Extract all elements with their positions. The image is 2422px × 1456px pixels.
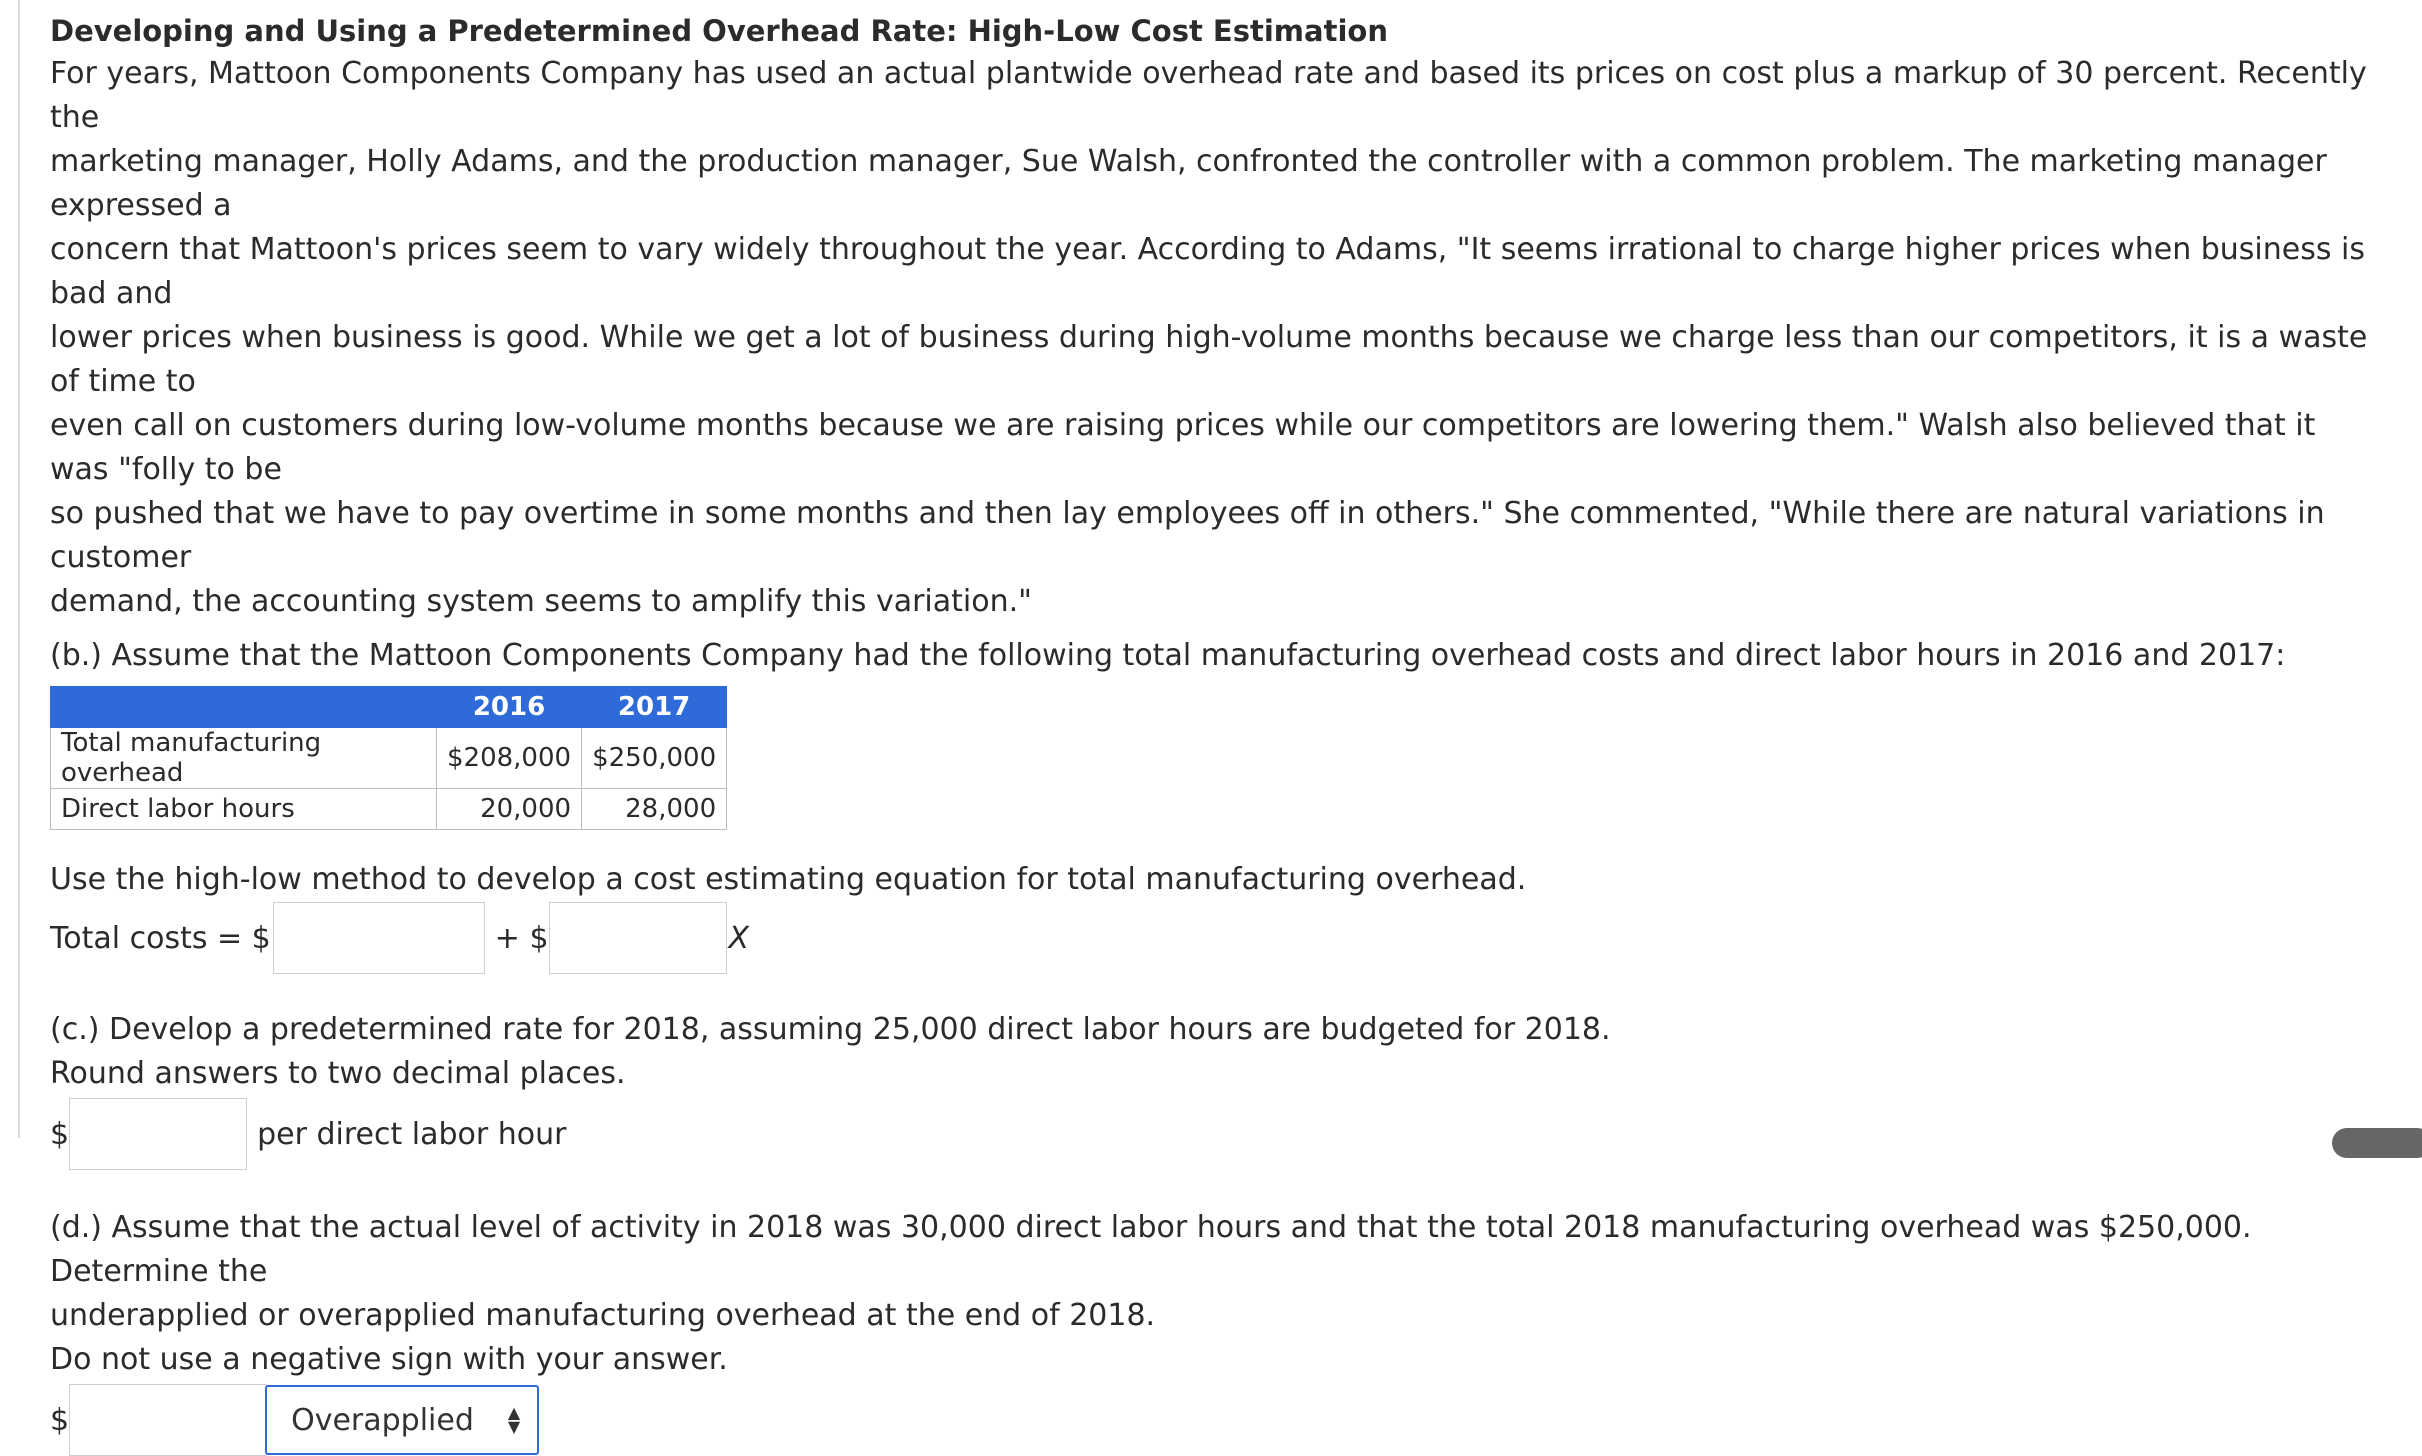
overhead-data-table	[50, 686, 727, 830]
part-d-line-1: (d.) Assume that the actual level of activity in 2018 was 30,000 direct labor hours and that the total 2018 manufacturing overhead was $250,000. Determine the	[50, 1210, 2252, 1289]
part-d-negative-note: Do not use a negative sign with your answer.	[50, 1342, 728, 1377]
intro-line: marketing manager, Holly Adams, and the production manager, Sue Walsh, confronted the controller with a common problem. The marketing manager expressed a	[50, 144, 2327, 223]
table-header-row	[51, 687, 727, 728]
variable-rate-input[interactable]	[549, 902, 727, 974]
part-c-round-note: Round answers to two decimal places.	[50, 1056, 626, 1091]
question-title: Developing and Using a Predetermined Overhead Rate: High-Low Cost Estimation	[50, 14, 1388, 48]
variance-answer-row	[50, 1384, 2370, 1456]
left-border	[18, 0, 20, 1138]
table-header-2016: 2016	[437, 687, 582, 728]
question-content	[50, 10, 2370, 1456]
intro-line: demand, the accounting system seems to amplify this variation."	[50, 584, 1032, 619]
cell-2016: 20,000	[437, 789, 582, 830]
cell-2017: $250,000	[582, 728, 727, 789]
rate-suffix: per direct labor hour	[257, 1116, 567, 1152]
cell-2017: 28,000	[582, 789, 727, 830]
table-header-blank	[51, 687, 437, 728]
part-c-text: (c.) Develop a predetermined rate for 2018, assuming 25,000 direct labor hours are budgeted for 2018.	[50, 1012, 1611, 1047]
intro-line: even call on customers during low-volume months because we are raising prices while our competitors are lowering them." Walsh also believed that it was "folly to be	[50, 408, 2316, 487]
row-label: Direct labor hours	[51, 789, 437, 830]
cell-2016: $208,000	[437, 728, 582, 789]
row-label: Total manufacturing overhead	[51, 728, 437, 789]
up-down-arrows-icon: ▲ ▼	[507, 1403, 521, 1436]
intro-line: concern that Mattoon's prices seem to vary widely throughout the year. According to Adams, "It seems irrational to charge higher prices when business is bad and	[50, 232, 2365, 311]
cost-equation-row	[50, 902, 2370, 974]
overapplied-select[interactable]	[265, 1385, 539, 1455]
intro-line: so pushed that we have to pay overtime in some months and then lay employees off in others." She commented, "While there are natural variations in customer	[50, 496, 2325, 575]
rate-answer-row	[50, 1098, 2370, 1170]
intro-line: lower prices when business is good. While we get a lot of business during high-volume months because we charge less than our competitors, it is a waste of time to	[50, 320, 2368, 399]
part-b-text: (b.) Assume that the Mattoon Components Company had the following total manufacturing overhead costs and direct labor hours in 2016 and 2017:	[50, 638, 2286, 673]
table-header-2017: 2017	[582, 687, 727, 728]
equation-variable: X	[728, 920, 750, 956]
scroll-handle[interactable]	[2332, 1128, 2422, 1158]
part-d-line-2: underapplied or overapplied manufacturing overhead at the end of 2018.	[50, 1298, 1156, 1333]
equation-prefix: Total costs = $	[50, 920, 271, 956]
table-row	[51, 789, 727, 830]
currency-symbol: $	[50, 1402, 70, 1438]
predetermined-rate-input[interactable]	[69, 1098, 247, 1170]
currency-symbol: $	[50, 1116, 70, 1152]
fixed-cost-input[interactable]	[273, 902, 485, 974]
table-row	[51, 728, 727, 789]
variance-amount-input[interactable]	[69, 1384, 267, 1456]
intro-paragraph	[50, 52, 2370, 624]
intro-line: For years, Mattoon Components Company has used an actual plantwide overhead rate and based its prices on cost plus a markup of 30 percent. Recently the	[50, 56, 2367, 135]
equation-plus: + $	[494, 920, 549, 956]
part-b-instruction: Use the high-low method to develop a cost estimating equation for total manufacturing overhead.	[50, 862, 1527, 897]
select-value: Overapplied	[291, 1402, 474, 1438]
